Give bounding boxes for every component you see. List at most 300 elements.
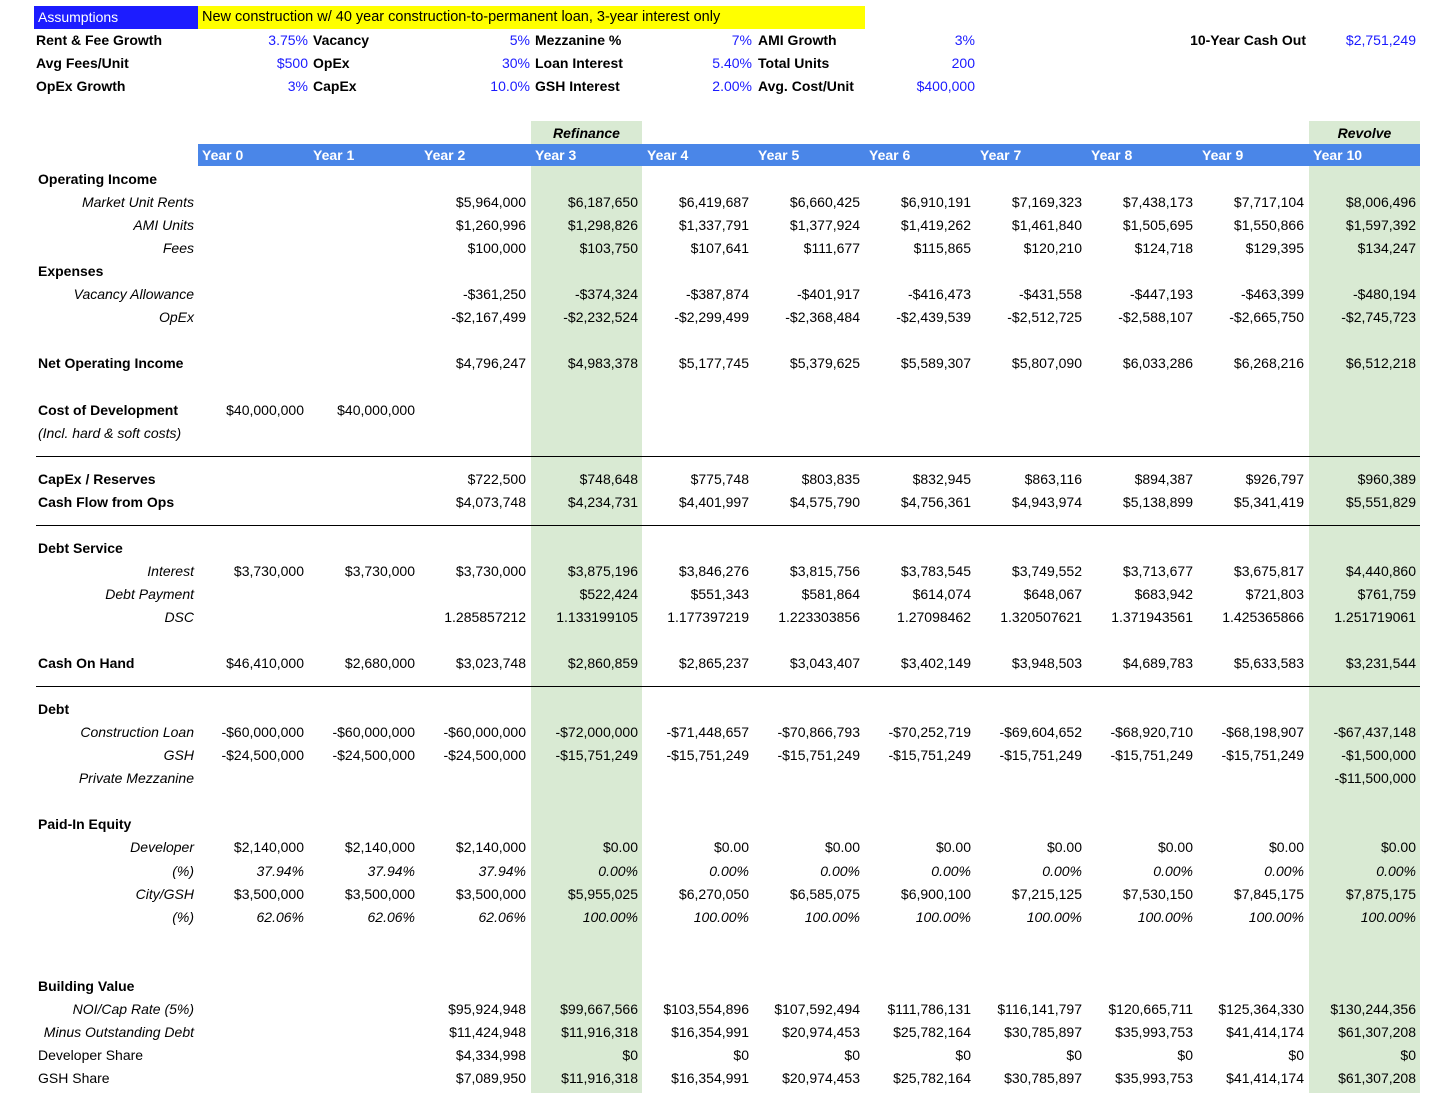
table-cell: -$361,250: [462, 286, 526, 303]
table-cell: -$72,000,000: [555, 724, 638, 741]
year-header-cell: Year 4: [647, 147, 689, 163]
table-cell: 37.94%: [478, 862, 526, 879]
table-cell: 100.00%: [1248, 908, 1304, 925]
table-cell: $1,298,826: [567, 217, 638, 234]
table-cell: 1.371943561: [1111, 608, 1193, 625]
table-row: [0, 537, 1456, 560]
table-cell: $20,974,453: [782, 1069, 860, 1086]
table-cell: -$2,299,499: [674, 309, 749, 326]
table-cell: $4,440,860: [1345, 562, 1416, 579]
table-row: [0, 422, 1456, 445]
table-cell: $40,000,000: [337, 401, 415, 418]
table-cell: $107,641: [690, 240, 749, 257]
table-cell: $7,875,175: [1345, 885, 1416, 902]
table-cell: 100.00%: [693, 908, 749, 925]
table-cell: -$15,751,249: [666, 747, 749, 764]
table-cell: $0: [844, 1046, 860, 1063]
table-cell: $894,387: [1134, 470, 1193, 487]
table-row: [0, 606, 1456, 629]
table-cell: -$67,437,148: [1333, 724, 1416, 741]
row-label: GSH Share: [38, 1069, 110, 1086]
table-cell: $6,660,425: [789, 194, 860, 211]
row-label: GSH: [163, 747, 194, 764]
table-cell: $5,379,625: [789, 355, 860, 372]
table-cell: $3,815,756: [789, 562, 860, 579]
table-cell: $4,234,731: [567, 493, 638, 510]
table-cell: -$60,000,000: [443, 724, 526, 741]
row-label: OpEx: [158, 309, 194, 326]
table-cell: $30,785,897: [1004, 1069, 1082, 1086]
table-cell: $134,247: [1357, 240, 1416, 257]
table-cell: 1.133199105: [556, 608, 638, 625]
table-row: [0, 767, 1456, 790]
section-divider: [36, 686, 1420, 687]
table-cell: $6,585,075: [789, 885, 860, 902]
table-cell: 62.06%: [256, 908, 304, 925]
table-cell: -$2,232,524: [563, 309, 638, 326]
assumption-value: 7%: [731, 32, 752, 48]
row-label: Market Unit Rents: [81, 194, 194, 211]
table-cell: -$68,920,710: [1110, 724, 1193, 741]
year-header-cell: Year 3: [535, 147, 577, 163]
table-cell: -$15,751,249: [999, 747, 1082, 764]
table-cell: $0.00: [824, 839, 860, 856]
table-cell: $4,983,378: [567, 355, 638, 372]
assumption-label: CapEx: [313, 78, 357, 94]
table-cell: $1,419,262: [900, 217, 971, 234]
table-cell: $40,000,000: [226, 401, 304, 418]
assumption-value: 3%: [954, 32, 975, 48]
table-row: [0, 813, 1456, 836]
assumption-value: 10.0%: [490, 78, 530, 94]
assumption-row: [0, 75, 1100, 98]
table-row: [0, 906, 1456, 929]
table-cell: $0: [1177, 1046, 1193, 1063]
table-cell: $4,689,783: [1122, 655, 1193, 672]
table-cell: $6,910,191: [900, 194, 971, 211]
assumption-label: Total Units: [758, 55, 830, 71]
table-cell: $6,033,286: [1122, 355, 1193, 372]
table-cell: $11,916,318: [561, 1069, 638, 1086]
table-cell: $30,785,897: [1004, 1023, 1082, 1040]
row-label: AMI Units: [133, 217, 194, 234]
table-cell: 1.425365866: [1222, 608, 1304, 625]
table-cell: $4,401,997: [678, 493, 749, 510]
table-cell: -$11,500,000: [1334, 770, 1416, 787]
table-cell: -$2,512,725: [1007, 309, 1082, 326]
table-cell: 100.00%: [915, 908, 971, 925]
table-row: [0, 1044, 1456, 1067]
table-cell: -$70,252,719: [888, 724, 971, 741]
assumption-label: Loan Interest: [535, 55, 623, 71]
table-cell: $0: [1288, 1046, 1304, 1063]
assumption-label: GSH Interest: [535, 78, 620, 94]
table-cell: $722,500: [467, 470, 526, 487]
table-cell: 0.00%: [931, 862, 971, 879]
table-row: [0, 975, 1456, 998]
table-cell: $125,364,330: [1218, 1000, 1304, 1017]
row-label: Debt Service: [38, 539, 123, 556]
assumption-value: 3%: [287, 78, 308, 94]
table-cell: $4,943,974: [1011, 493, 1082, 510]
table-row: [0, 1067, 1456, 1090]
year-header-cell: Year 8: [1091, 147, 1133, 163]
assumption-label: Rent & Fee Growth: [36, 32, 163, 48]
row-label: Developer: [130, 839, 194, 856]
table-cell: $7,169,323: [1011, 194, 1082, 211]
table-cell: -$15,751,249: [555, 747, 638, 764]
table-row: [0, 583, 1456, 606]
table-cell: $6,419,687: [678, 194, 749, 211]
table-cell: $3,500,000: [233, 885, 304, 902]
section-divider: [36, 525, 1420, 526]
table-cell: $6,268,216: [1233, 355, 1304, 372]
table-cell: $100,000: [467, 240, 526, 257]
table-cell: 0.00%: [1042, 862, 1082, 879]
cash-out-label: 10-Year Cash Out: [1190, 32, 1306, 48]
assumption-label: Mezzanine %: [535, 32, 622, 48]
table-cell: $1,505,695: [1122, 217, 1193, 234]
table-cell: $8,006,496: [1345, 194, 1416, 211]
table-cell: $111,786,131: [887, 1000, 971, 1017]
table-cell: 100.00%: [1360, 908, 1416, 925]
table-cell: 37.94%: [256, 862, 304, 879]
section-divider: [36, 456, 1420, 457]
table-cell: 100.00%: [804, 908, 860, 925]
table-cell: -$2,368,484: [785, 309, 860, 326]
table-cell: $3,402,149: [900, 655, 971, 672]
table-cell: $0.00: [935, 839, 971, 856]
table-cell: -$24,500,000: [221, 747, 304, 764]
table-cell: $832,945: [912, 470, 971, 487]
table-cell: $3,730,000: [455, 562, 526, 579]
table-cell: 62.06%: [367, 908, 415, 925]
table-row: [0, 790, 1456, 813]
row-label: CapEx / Reserves: [38, 470, 156, 487]
table-cell: $3,749,552: [1011, 562, 1082, 579]
table-cell: $0.00: [713, 839, 749, 856]
table-cell: 0.00%: [820, 862, 860, 879]
table-cell: -$15,751,249: [888, 747, 971, 764]
row-label: Expenses: [38, 263, 104, 280]
cash-out-value: $2,751,249: [1345, 32, 1416, 48]
table-cell: $761,759: [1357, 585, 1416, 602]
table-cell: $0: [1400, 1046, 1416, 1063]
table-cell: 0.00%: [1153, 862, 1193, 879]
table-cell: $614,074: [912, 585, 971, 602]
table-cell: $4,575,790: [789, 493, 860, 510]
table-cell: -$70,866,793: [777, 724, 860, 741]
table-cell: $5,964,000: [455, 194, 526, 211]
table-cell: 100.00%: [1137, 908, 1193, 925]
refinance-title: Refinance: [553, 125, 620, 141]
table-row: [0, 721, 1456, 744]
table-cell: $6,900,100: [900, 885, 971, 902]
table-cell: $2,140,000: [455, 839, 526, 856]
table-cell: $1,461,840: [1011, 217, 1082, 234]
row-label: Interest: [147, 562, 194, 579]
table-cell: $35,993,753: [1115, 1069, 1193, 1086]
table-cell: $3,783,545: [900, 562, 971, 579]
table-cell: $7,845,175: [1233, 885, 1304, 902]
table-cell: $5,807,090: [1011, 355, 1082, 372]
table-cell: -$2,167,499: [451, 309, 526, 326]
table-cell: $721,803: [1245, 585, 1304, 602]
table-cell: $0.00: [602, 839, 638, 856]
table-cell: $4,796,247: [455, 355, 526, 372]
table-cell: $3,231,544: [1345, 655, 1416, 672]
table-cell: $648,067: [1023, 585, 1082, 602]
table-cell: $115,865: [913, 240, 971, 257]
table-cell: -$2,439,539: [896, 309, 971, 326]
table-cell: $107,592,494: [774, 1000, 860, 1017]
table-row: [0, 306, 1456, 329]
table-cell: -$69,604,652: [999, 724, 1082, 741]
revolve-title: Revolve: [1337, 125, 1392, 141]
table-cell: $3,875,196: [567, 562, 638, 579]
table-row: [0, 744, 1456, 767]
row-label: Private Mezzanine: [78, 770, 194, 787]
table-cell: $0: [733, 1046, 749, 1063]
table-cell: $960,389: [1357, 470, 1416, 487]
table-cell: $775,748: [690, 470, 749, 487]
table-cell: 1.320507621: [1000, 608, 1082, 625]
table-row: [0, 698, 1456, 721]
table-cell: 1.285857212: [444, 608, 526, 625]
year-header-bar: [198, 144, 1420, 166]
table-cell: $3,730,000: [233, 562, 304, 579]
table-cell: $111,677: [803, 240, 860, 257]
table-cell: $683,942: [1134, 585, 1193, 602]
table-row: [0, 468, 1456, 491]
table-cell: $3,730,000: [344, 562, 415, 579]
year-header-cell: Year 1: [313, 147, 355, 163]
table-cell: -$71,448,657: [666, 724, 749, 741]
year-header-cell: Year 7: [980, 147, 1022, 163]
table-cell: -$68,198,907: [1221, 724, 1304, 741]
table-cell: $2,680,000: [344, 655, 415, 672]
table-cell: $35,993,753: [1115, 1023, 1193, 1040]
table-cell: -$60,000,000: [332, 724, 415, 741]
table-cell: -$15,751,249: [1110, 747, 1193, 764]
table-cell: $0: [622, 1046, 638, 1063]
table-cell: $748,648: [579, 470, 638, 487]
table-cell: $0.00: [1268, 839, 1304, 856]
row-label: Operating Income: [38, 171, 158, 187]
table-cell: $103,554,896: [663, 1000, 749, 1017]
table-cell: $16,354,991: [671, 1069, 749, 1086]
table-cell: $3,043,407: [789, 655, 860, 672]
table-row: [0, 191, 1456, 214]
table-row: [0, 491, 1456, 514]
table-cell: $124,718: [1134, 240, 1193, 257]
assumption-value: $500: [276, 55, 308, 71]
table-cell: 1.177397219: [667, 608, 749, 625]
table-cell: 0.00%: [1264, 862, 1304, 879]
table-cell: -$480,194: [1352, 286, 1416, 303]
table-cell: $7,089,950: [455, 1069, 526, 1086]
table-cell: $5,589,307: [900, 355, 971, 372]
table-cell: 1.27098462: [897, 608, 971, 625]
table-cell: 1.223303856: [778, 608, 860, 625]
assumption-row: [0, 52, 1100, 75]
table-cell: $4,334,998: [455, 1046, 526, 1063]
table-cell: $20,974,453: [782, 1023, 860, 1040]
table-cell: $6,187,650: [567, 194, 638, 211]
table-cell: $7,717,104: [1233, 194, 1304, 211]
assumption-label: Vacancy: [313, 32, 370, 48]
table-cell: $3,713,677: [1122, 562, 1193, 579]
table-cell: $2,140,000: [233, 839, 304, 856]
year-header-cell: Year 2: [424, 147, 466, 163]
table-cell: $103,750: [579, 240, 638, 257]
table-cell: $581,864: [801, 585, 860, 602]
table-cell: $61,307,208: [1338, 1023, 1416, 1040]
table-cell: $120,210: [1023, 240, 1082, 257]
assumption-label: Avg Fees/Unit: [36, 55, 129, 71]
table-cell: $41,414,174: [1226, 1023, 1304, 1040]
table-cell: -$2,665,750: [1229, 309, 1304, 326]
table-cell: $5,341,419: [1233, 493, 1304, 510]
table-cell: $1,260,996: [455, 217, 526, 234]
table-cell: $2,860,859: [567, 655, 638, 672]
table-cell: $129,395: [1245, 240, 1304, 257]
table-row: [0, 929, 1456, 952]
row-label: Cash Flow from Ops: [38, 493, 175, 510]
table-cell: $863,116: [1024, 470, 1082, 487]
row-label: Minus Outstanding Debt: [43, 1023, 194, 1040]
assumption-value: 2.00%: [712, 78, 752, 94]
table-cell: $7,530,150: [1122, 885, 1193, 902]
table-cell: $99,667,566: [560, 1000, 638, 1017]
table-cell: -$447,193: [1129, 286, 1193, 303]
table-cell: $5,551,829: [1345, 493, 1416, 510]
assumption-label: OpEx: [313, 55, 350, 71]
table-row: [0, 283, 1456, 306]
assumption-value: 30%: [501, 55, 530, 71]
table-row: [0, 375, 1456, 398]
table-cell: $46,410,000: [226, 655, 304, 672]
table-cell: 100.00%: [1026, 908, 1082, 925]
table-row: [0, 168, 1456, 191]
table-cell: -$15,751,249: [1221, 747, 1304, 764]
table-cell: $1,337,791: [678, 217, 749, 234]
table-cell: $803,835: [801, 470, 860, 487]
row-label: (Incl. hard & soft costs): [38, 424, 182, 441]
table-cell: -$463,399: [1240, 286, 1304, 303]
table-cell: $61,307,208: [1338, 1069, 1416, 1086]
row-label: Net Operating Income: [38, 355, 184, 372]
table-cell: $5,177,745: [678, 355, 749, 372]
table-cell: $3,846,276: [678, 562, 749, 579]
table-row: [0, 399, 1456, 422]
table-cell: $1,377,924: [789, 217, 860, 234]
table-cell: $0: [955, 1046, 971, 1063]
table-cell: $0.00: [1157, 839, 1193, 856]
table-cell: -$416,473: [907, 286, 971, 303]
row-label: (%): [172, 908, 194, 925]
row-label: Cost of Development: [38, 401, 179, 418]
table-cell: $0.00: [1380, 839, 1416, 856]
table-row: [0, 214, 1456, 237]
table-cell: $2,140,000: [344, 839, 415, 856]
table-row: [0, 652, 1456, 675]
table-row: [0, 952, 1456, 975]
table-cell: -$401,917: [796, 286, 860, 303]
table-cell: 0.00%: [709, 862, 749, 879]
table-cell: $1,550,866: [1233, 217, 1304, 234]
row-label: Building Value: [38, 977, 135, 994]
table-row: [0, 560, 1456, 583]
table-row: [0, 836, 1456, 859]
table-cell: $16,354,991: [671, 1023, 749, 1040]
row-label: Debt Payment: [105, 585, 194, 602]
table-cell: $926,797: [1245, 470, 1304, 487]
row-label: Construction Loan: [80, 724, 194, 741]
row-label: NOI/Cap Rate (5%): [72, 1000, 194, 1017]
table-row: [0, 860, 1456, 883]
table-cell: $6,512,218: [1345, 355, 1416, 372]
row-label: Cash On Hand: [38, 655, 135, 672]
table-cell: 0.00%: [1376, 862, 1416, 879]
row-label: City/GSH: [135, 885, 194, 902]
table-cell: $0: [1066, 1046, 1082, 1063]
assumption-value: 200: [951, 55, 975, 71]
table-row: [0, 329, 1456, 352]
assumption-value: $400,000: [916, 78, 975, 94]
assumption-value: 3.75%: [268, 32, 308, 48]
assumption-label: OpEx Growth: [36, 78, 126, 94]
table-cell: -$387,874: [685, 286, 749, 303]
row-label: Fees: [162, 240, 194, 257]
table-cell: $3,023,748: [455, 655, 526, 672]
table-cell: -$374,324: [574, 286, 638, 303]
table-cell: $0.00: [1046, 839, 1082, 856]
table-cell: 37.94%: [367, 862, 415, 879]
table-cell: $7,215,125: [1011, 885, 1082, 902]
table-row: [0, 629, 1456, 652]
row-label: Paid-In Equity: [38, 816, 132, 833]
cash-out-row: [0, 29, 1456, 52]
table-cell: -$24,500,000: [332, 747, 415, 764]
table-cell: $2,865,237: [678, 655, 749, 672]
table-cell: $5,138,899: [1122, 493, 1193, 510]
assumption-label: AMI Growth: [758, 32, 837, 48]
table-cell: $4,756,361: [900, 493, 971, 510]
table-cell: -$2,745,723: [1341, 309, 1416, 326]
assumptions-title: Assumptions: [34, 6, 198, 29]
table-cell: $130,244,356: [1330, 1000, 1416, 1017]
table-cell: $5,633,583: [1233, 655, 1304, 672]
table-cell: 100.00%: [582, 908, 638, 925]
row-label: DSC: [164, 608, 194, 625]
table-cell: $116,141,797: [997, 1000, 1082, 1017]
table-cell: $3,500,000: [455, 885, 526, 902]
table-cell: $11,424,948: [449, 1023, 526, 1040]
row-label: Developer Share: [38, 1046, 144, 1063]
assumption-value: 5%: [509, 32, 530, 48]
table-cell: $25,782,164: [893, 1069, 971, 1086]
table-row: [0, 237, 1456, 260]
year-header-cell: Year 9: [1202, 147, 1244, 163]
row-label: Vacancy Allowance: [73, 286, 194, 303]
table-row: [0, 1021, 1456, 1044]
table-cell: $7,438,173: [1122, 194, 1193, 211]
table-cell: -$60,000,000: [221, 724, 304, 741]
table-cell: -$1,500,000: [1341, 747, 1416, 764]
row-label: (%): [172, 862, 194, 879]
table-cell: 0.00%: [598, 862, 638, 879]
